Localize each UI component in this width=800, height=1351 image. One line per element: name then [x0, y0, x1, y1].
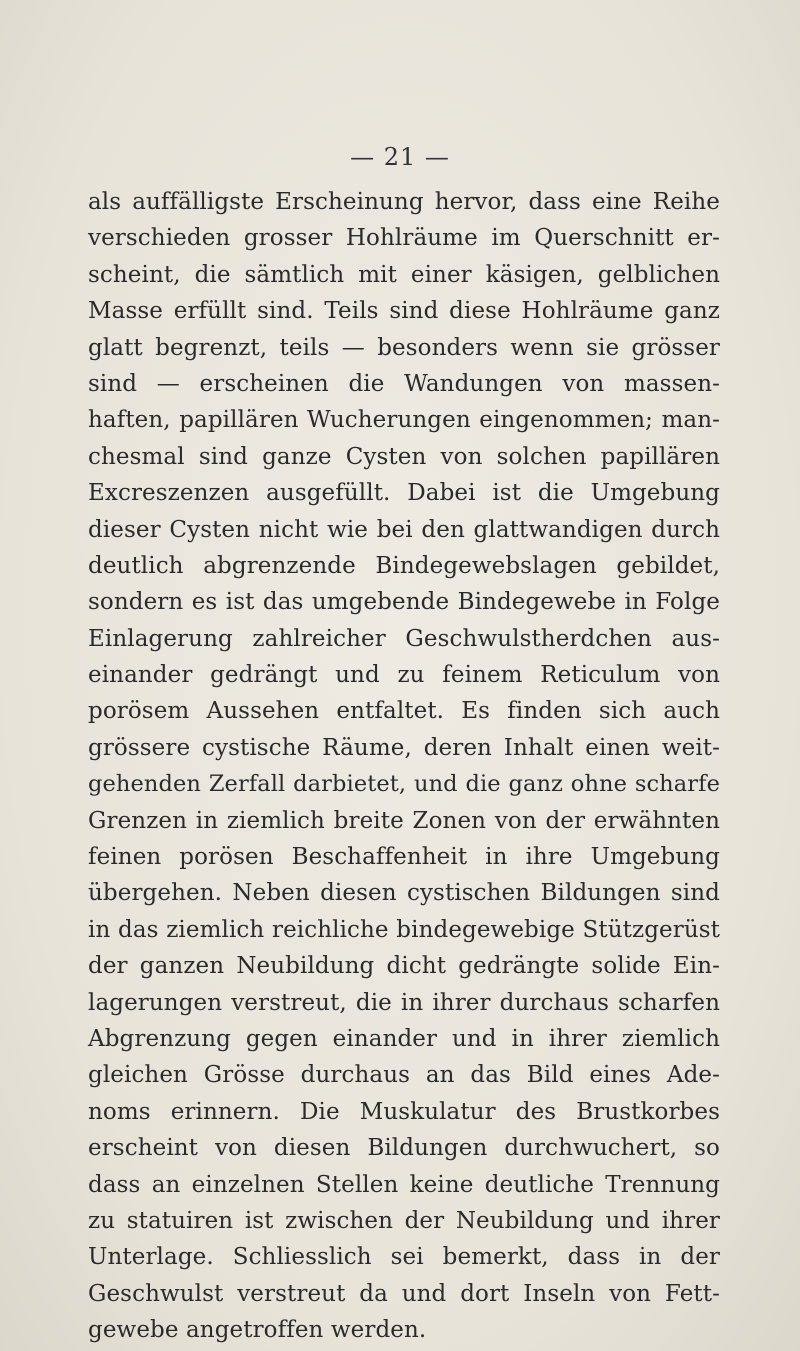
text-line: Grenzen in ziemlich breite Zonen von der erwähnten [88, 807, 720, 834]
text-line: zu statuiren ist zwischen der Neubildung und ihrer [88, 1207, 720, 1234]
text-line: Masse erfüllt sind. Teils sind diese Hohlräume ganz [88, 298, 720, 325]
text-line: gleichen Grösse durchaus an das Bild eines Ade- [88, 1062, 720, 1089]
text-line: deutlich abgrenzende Bindegewebslagen gebildet, [88, 552, 720, 579]
text-line: Einlagerung zahlreicher Geschwulstherdchen aus- [88, 625, 720, 652]
text-line: sind — erscheinen die Wandungen von massen- [88, 370, 720, 397]
text-line-last: gewebe angetroffen werden. [88, 1317, 427, 1344]
text-line: als auffälligste Erscheinung hervor, dass eine Reihe [88, 189, 720, 215]
text-line: chesmal sind ganze Cysten von solchen papillären [88, 443, 720, 470]
text-line: in das ziemlich reichliche bindegewebige Stützgerüst [88, 916, 720, 943]
text-line: dass an einzelnen Stellen keine deutliche Trennung [88, 1171, 720, 1198]
text-line: sondern es ist das umgebende Bindegewebe in Folge [88, 589, 720, 616]
text-line: Abgrenzung gegen einander und in ihrer ziemlich [88, 1025, 720, 1052]
text-line: erscheint von diesen Bildungen durchwuchert, so [88, 1135, 720, 1162]
text-line: dieser Cysten nicht wie bei den glattwandigen durch [88, 516, 720, 543]
text-line: porösem Aussehen entfaltet. Es finden sich auch [88, 698, 720, 725]
text-line: Excreszenzen ausgefüllt. Dabei ist die Umgebung [88, 480, 720, 507]
text-line: Unterlage. Schliesslich sei bemerkt, dass in der [88, 1244, 720, 1271]
text-line: einander gedrängt und zu feinem Reticulum von [88, 662, 720, 689]
text-line: noms erinnern. Die Muskulatur des Brustkorbes [88, 1098, 720, 1125]
text-line: haften, papillären Wucherungen eingenommen; man- [88, 407, 720, 434]
text-line: verschieden grosser Hohlräume im Querschnitt er- [88, 225, 720, 252]
text-line: Geschwulst verstreut da und dort Inseln von Fett- [88, 1280, 720, 1307]
text-line: scheint, die sämtlich mit einer käsigen, gelblichen [88, 261, 720, 288]
text-line: lagerungen verstreut, die in ihrer durchaus scharfen [88, 989, 720, 1016]
text-line: grössere cystische Räume, deren Inhalt einen weit- [88, 734, 720, 761]
text-line: gehenden Zerfall darbietet, und die ganz ohne scharfe [88, 771, 720, 798]
page-number: — 21 — [350, 143, 450, 171]
text-line: übergehen. Neben diesen cystischen Bildungen sind [88, 880, 720, 907]
body-text [88, 184, 720, 1349]
text-line: glatt begrenzt, teils — besonders wenn sie grösser [88, 334, 720, 361]
text-line: feinen porösen Beschaffenheit in ihre Umgebung [88, 844, 720, 871]
text-line: der ganzen Neubildung dicht gedrängte solide Ein- [88, 953, 720, 980]
